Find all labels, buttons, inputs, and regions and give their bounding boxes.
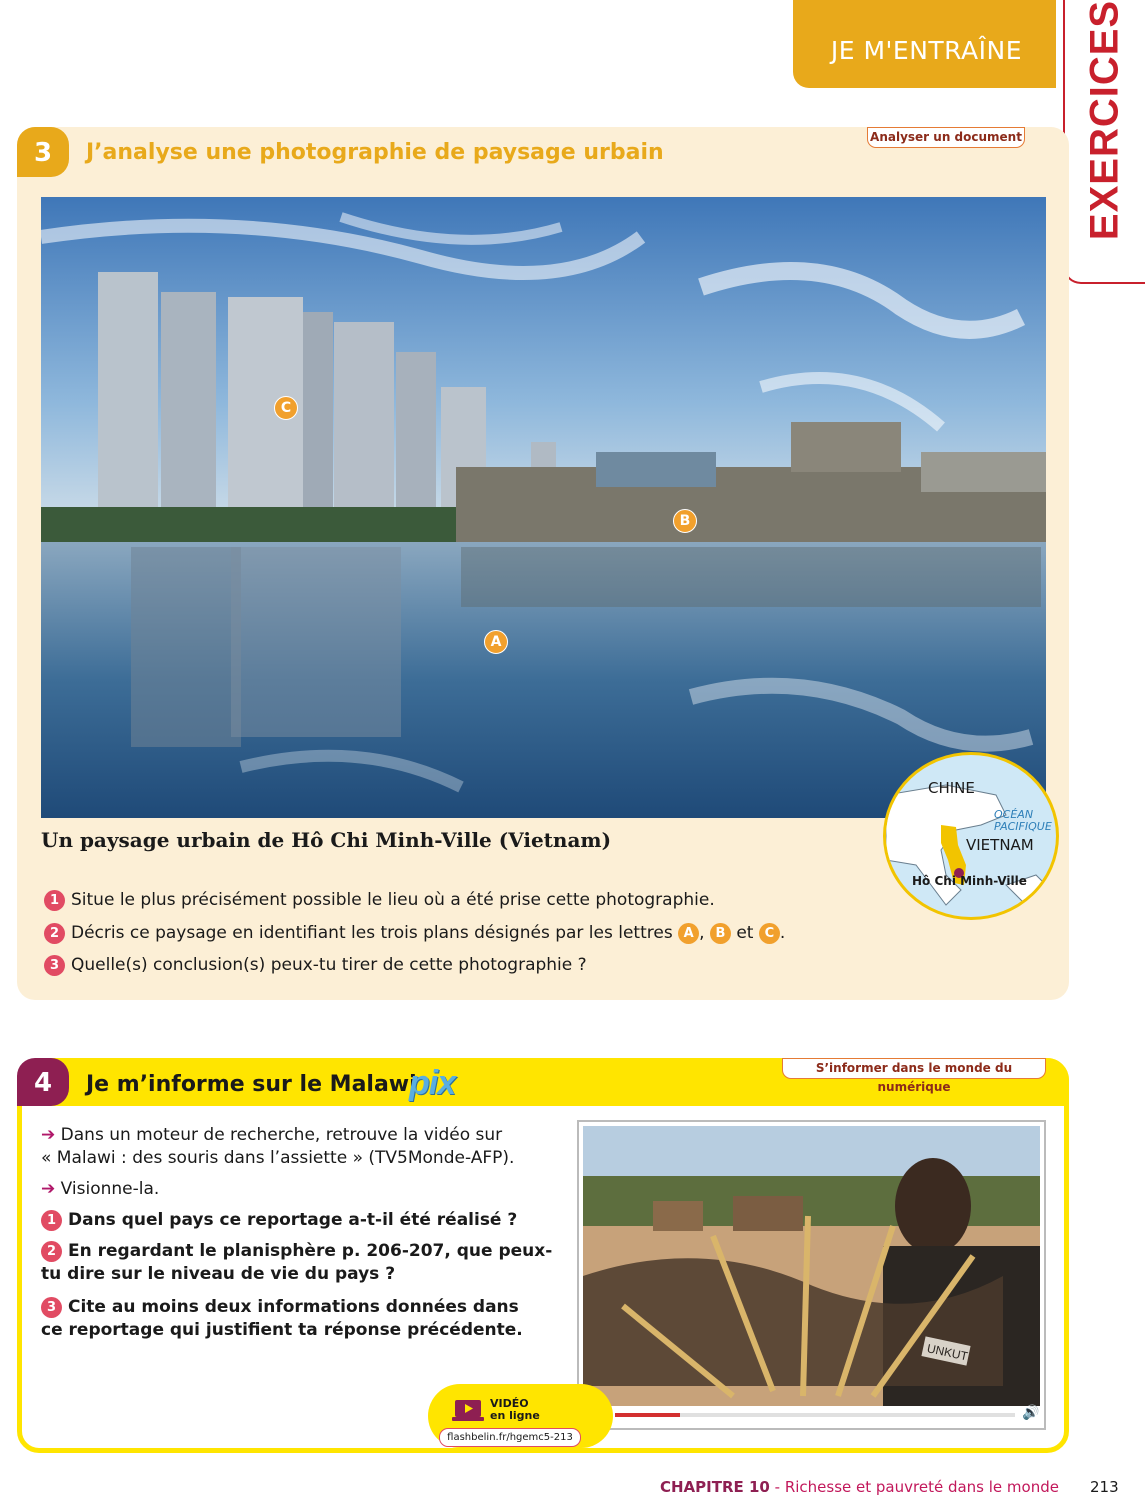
video-label-2: en ligne [490, 1409, 540, 1422]
map-label-ocean: OCÉAN PACIFIQUE [994, 808, 1052, 833]
question-end: . [779, 923, 786, 943]
volume-icon[interactable]: 🔊 [1022, 1405, 1040, 1421]
side-tab-label: EXERCICES [1082, 0, 1127, 241]
chapter-label: CHAPITRE 10 [660, 1478, 770, 1496]
exercise-3-skill-badge: Analyser un document [867, 127, 1025, 148]
city-photo-illustration [41, 197, 1046, 818]
instruction-text: Visionne-la. [60, 1179, 160, 1199]
question-text: Quelle(s) conclusion(s) peux-tu tirer de cette photographie ? [71, 955, 587, 975]
exercise-4-question-2 [41, 1240, 552, 1286]
page-number: 213 [1090, 1478, 1119, 1496]
question-text: Dans quel pays ce reportage a-t-il été réalisé ? [68, 1210, 518, 1230]
city-photo [41, 197, 1046, 818]
exercise-4-instruction-2 [41, 1178, 159, 1201]
instruction-text: « Malawi : des souris dans l’assiette » (TV5Monde-AFP). [41, 1148, 515, 1168]
pix-logo: pix [409, 1064, 456, 1102]
question-number: 1 [41, 1210, 62, 1231]
exercise-4-question-1 [41, 1209, 517, 1232]
instruction-text: Dans un moteur de recherche, retrouve la vidéo sur [60, 1125, 503, 1145]
exercise-3-title: J’analyse une photographie de paysage urbain [86, 140, 664, 165]
question-text: tu dire sur le niveau de vie du pays ? [41, 1264, 396, 1284]
video-thumbnail-illustration [583, 1126, 1040, 1406]
arrow-icon: ➔ [41, 1125, 56, 1145]
photo-marker-b: B [673, 509, 697, 533]
exercise-3-number: 3 [17, 127, 69, 177]
question-text: ce reportage qui justifient ta réponse précédente. [41, 1320, 523, 1340]
map-label-vietnam: VIETNAM [966, 836, 1034, 854]
arrow-icon: ➔ [41, 1179, 56, 1199]
photo-marker-a: A [484, 630, 508, 654]
exercise-4-number: 4 [17, 1058, 69, 1106]
video-label [490, 1398, 540, 1422]
inline-letter-a: A [678, 923, 699, 944]
footer-chapter [660, 1478, 1059, 1496]
question-text: En regardant le planisphère p. 206-207, que peux- [68, 1241, 553, 1261]
inline-letter-c: C [759, 923, 780, 944]
exercise-4-skill-badge: S’informer dans le monde du numérique [782, 1058, 1046, 1079]
separator: , [699, 923, 705, 943]
question-text: Décris ce paysage en identifiant les trois plans désignés par les lettres [71, 923, 673, 943]
photo-caption: Un paysage urbain de Hô Chi Minh-Ville (Vietnam) [41, 828, 612, 852]
question-number: 2 [41, 1241, 62, 1262]
question-number: 3 [41, 1297, 62, 1318]
separator-and: et [736, 923, 754, 943]
question-text: Situe le plus précisément possible le lieu où a été prise cette photographie. [71, 890, 715, 910]
question-number: 2 [44, 923, 65, 944]
chapter-subtitle: - Richesse et pauvreté dans le monde [774, 1478, 1059, 1496]
exercise-3-question-2 [44, 923, 785, 944]
video-progress-fill [615, 1413, 680, 1417]
exercise-4-question-3 [41, 1296, 523, 1342]
map-label-china: CHINE [928, 779, 975, 797]
exercise-3-question-1 [44, 890, 715, 911]
inline-letter-b: B [710, 923, 731, 944]
photo-marker-c: C [274, 396, 298, 420]
question-number: 1 [44, 890, 65, 911]
question-number: 3 [44, 955, 65, 976]
video-label-1: VIDÉO [490, 1397, 529, 1410]
video-url-link[interactable]: flashbelin.fr/hgemc5-213 [439, 1428, 581, 1447]
section-tab-label: JE M'ENTRAÎNE [830, 36, 1022, 65]
exercise-3-question-3 [44, 955, 587, 976]
video-thumbnail[interactable] [583, 1126, 1040, 1406]
side-tab-text [1060, 0, 1145, 241]
shirt-text: UNKUT [925, 1341, 970, 1364]
map-label-city: Hô Chi Minh-Ville [912, 874, 1027, 888]
exercise-4-title: Je m’informe sur le Malawi [86, 1072, 417, 1097]
laptop-play-icon [452, 1398, 484, 1428]
exercise-4-instruction-1 [41, 1124, 514, 1170]
section-tab [793, 0, 1056, 88]
question-text: Cite au moins deux informations données dans [68, 1297, 519, 1317]
